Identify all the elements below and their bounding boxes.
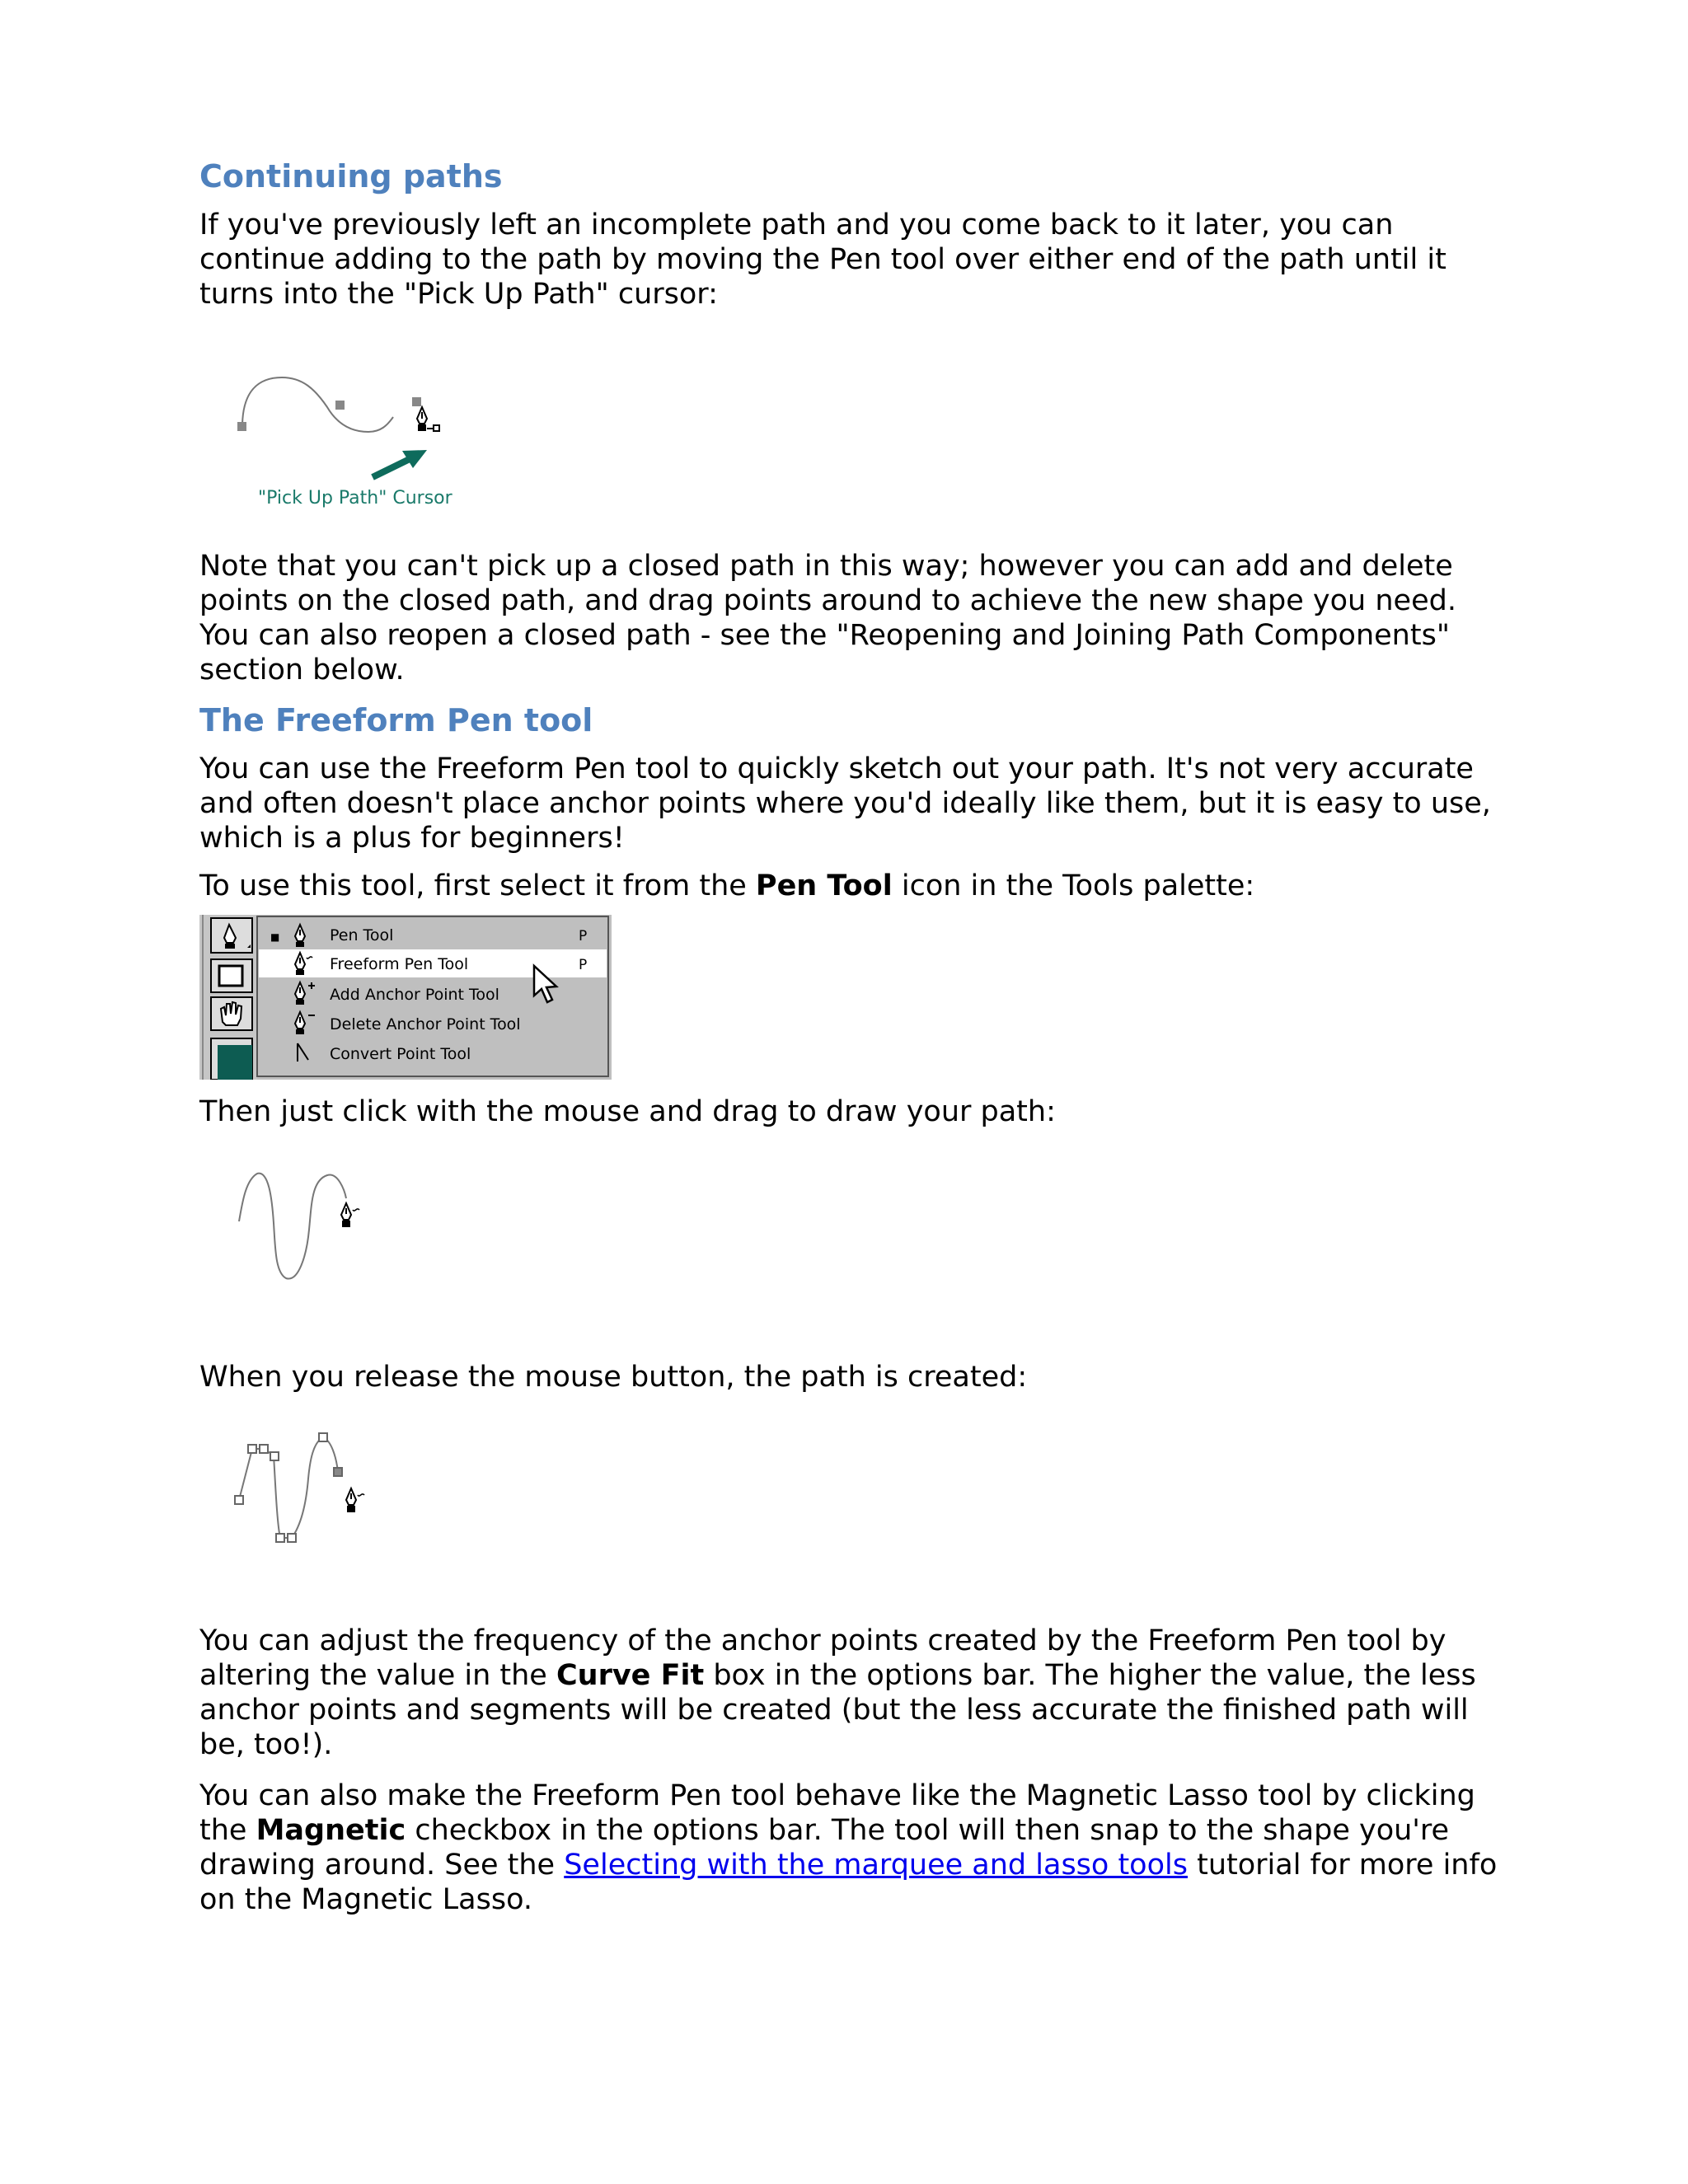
palette-shape-button[interactable] [211, 959, 252, 992]
link-selecting-marquee-lasso[interactable]: Selecting with the marquee and lasso tools [564, 1849, 1188, 1882]
pen-pickup-cursor-icon [417, 407, 439, 431]
paragraph-curve-fit: You can adjust the frequency of the anchor points created by the Freeform Pen tool by altering the value in the Curve Fit box in the options bar. The higher the value, the less anchor points and segments will be created (but the less accurate the finished path will be, too!). [199, 1624, 1476, 1761]
paragraph-click-drag: Then just click with the mouse and drag to draw your path: [199, 1095, 1056, 1128]
freeform-path-curve [239, 1174, 346, 1279]
menu-item-label: Convert Point Tool [330, 1045, 471, 1063]
bold-pen-tool: Pen Tool [755, 869, 893, 902]
paragraph-release-button: When you release the mouse button, the path is created: [199, 1361, 1028, 1394]
palette-pen-button[interactable] [211, 918, 252, 953]
anchor-point [334, 1468, 342, 1476]
palette-color-swatch[interactable] [211, 1038, 252, 1080]
heading-freeform-pen-tool: The Freeform Pen tool [199, 702, 593, 738]
paragraph-closed-path-note: Note that you can't pick up a closed path in this way; however you can add and delete points on the closed path, and drag points around to achieve the new shape you need. You can also reopen a closed path - see the "Reopening and Joining Path Components" section below. [199, 550, 1456, 687]
menu-item-label: Delete Anchor Point Tool [330, 1015, 521, 1033]
anchor-point [270, 1452, 279, 1460]
heading-continuing-paths: Continuing paths [199, 158, 503, 194]
anchor-point [235, 1496, 243, 1504]
anchor-point [319, 1433, 327, 1441]
anchor-point [237, 422, 246, 431]
pick-up-path-caption: "Pick Up Path" Cursor [258, 488, 452, 509]
bold-magnetic: Magnetic [256, 1814, 406, 1847]
created-path-figure [199, 1416, 463, 1581]
paragraph-select-tool: To use this tool, first select it from the Pen Tool icon in the Tools palette: [199, 869, 1255, 902]
menu-item-label: Add Anchor Point Tool [330, 986, 499, 1004]
anchor-point [276, 1534, 284, 1542]
paragraph-freeform-intro: You can use the Freeform Pen tool to quickly sketch out your path. It's not very accurate and often doesn't place anchor points where you'd ideally like them, but it is easy to use, which is a plus for beginners! [199, 752, 1491, 855]
freeform-pen-cursor-icon [346, 1488, 364, 1512]
menu-item-convert-point-tool[interactable] [330, 1045, 471, 1063]
anchor-point [248, 1445, 256, 1453]
pick-up-path-figure [199, 359, 496, 524]
active-tool-marker: ■ [270, 931, 280, 943]
arrow-icon [373, 450, 427, 477]
menu-item-shortcut: P [579, 928, 588, 944]
menu-item-delete-anchor-point-tool[interactable] [330, 1015, 521, 1033]
freeform-sketch-figure [199, 1157, 447, 1322]
anchor-point [412, 397, 421, 406]
bold-curve-fit: Curve Fit [556, 1659, 705, 1692]
palette-hand-button[interactable] [211, 997, 252, 1030]
pen-tool-flyout-menu [199, 915, 612, 1080]
anchor-point [335, 401, 345, 410]
anchor-point [260, 1445, 268, 1453]
menu-item-label: Freeform Pen Tool [330, 955, 469, 973]
menu-item-label: Pen Tool [330, 926, 394, 944]
paragraph-magnetic: You can also make the Freeform Pen tool behave like the Magnetic Lasso tool by clicking the Magnetic checkbox in the options bar. The tool will then snap to the shape you're drawing around. See the Selecting with the marquee and lasso tools tutorial for more info on the Magnetic Lasso. [199, 1779, 1498, 1916]
menu-item-shortcut: P [579, 957, 588, 973]
freeform-pen-cursor-icon [341, 1203, 359, 1227]
paragraph-continuing-intro: If you've previously left an incomplete path and you come back to it later, you can continue adding to the path by moving the Pen tool over either end of the path until it turns into the "Pick Up Path" cursor: [199, 209, 1447, 311]
open-path-curve [242, 377, 393, 432]
anchor-point [288, 1534, 296, 1542]
menu-item-add-anchor-point-tool[interactable] [330, 986, 499, 1004]
document-content [199, 157, 1502, 1917]
